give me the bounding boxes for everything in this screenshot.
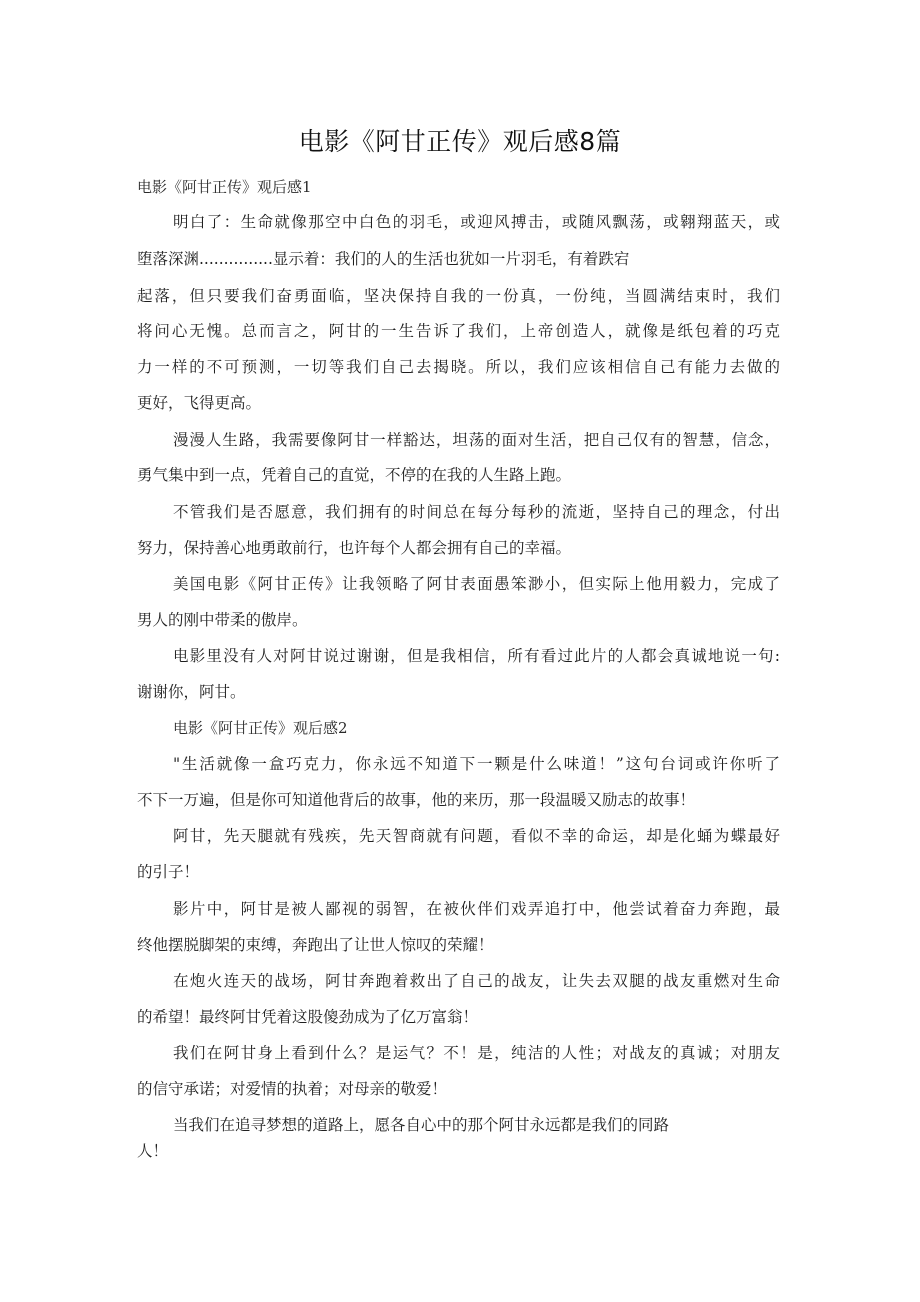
- paragraph-1-line-4: 将问心无愧。总而言之，阿甘的一生告诉了我们，上帝创造人，就像是纸包着的巧克: [137, 322, 780, 340]
- paragraph-11-line-2: 人！: [137, 1142, 169, 1160]
- paragraph-4-line-1: 美国电影《阿甘正传》让我领略了阿甘表面愚笨渺小，但实际上他用毅力，完成了: [173, 575, 780, 593]
- document-title: 电影《阿甘正传》观后感8篇: [298, 127, 622, 156]
- paragraph-1-line-5: 力一样的不可预测，一切等我们自己去揭晓。所以，我们应该相信自己有能力去做的: [137, 358, 780, 376]
- paragraph-7-line-1: 阿甘，先天腿就有残疾，先天智商就有问题，看似不幸的命运，却是化蛹为蝶最好: [173, 827, 780, 845]
- paragraph-5-line-1: 电影里没有人对阿甘说过谢谢，但是我相信，所有看过此片的人都会真诚地说一句:: [173, 647, 780, 665]
- paragraph-1-line-2: 堕落深渊...............显示着：我们的人的生活也犹如一片羽毛，有着跌宕: [137, 250, 630, 268]
- paragraph-1-line-6: 更好，飞得更高。: [137, 394, 262, 412]
- paragraph-3-line-1: 不管我们是否愿意，我们拥有的时间总在每分每秒的流逝，坚持自己的理念，付出: [173, 503, 780, 521]
- paragraph-1-line-1: 明白了：生命就像那空中白色的羽毛，或迎风搏击，或随风飘荡，或翱翔蓝天，或: [173, 213, 780, 231]
- paragraph-2-line-2: 勇气集中到一点，凭着自己的直觉，不停的在我的人生路上跑。: [137, 466, 572, 484]
- paragraph-8-line-2: 终他摆脱脚架的束缚，奔跑出了让世人惊叹的荣耀！: [137, 936, 494, 954]
- paragraph-9-line-1: 在炮火连天的战场，阿甘奔跑着救出了自己的战友，让失去双腿的战友重燃对生命: [173, 972, 780, 990]
- paragraph-9-line-2: 的希望！最终阿甘凭着这股傻劲成为了亿万富翁！: [137, 1008, 479, 1026]
- paragraph-10-line-1: 我们在阿甘身上看到什么？是运气？不！是，纯洁的人性；对战友的真诚；对朋友: [173, 1044, 780, 1062]
- paragraph-5-line-2: 谢谢你，阿甘。: [137, 683, 246, 701]
- section-heading-2: 电影《阿甘正传》观后感2: [173, 719, 348, 737]
- paragraph-3-line-2: 努力，保持善心地勇敢前行，也许每个人都会拥有自己的幸福。: [137, 539, 572, 557]
- paragraph-6-line-2: 不下一万遍，但是你可知道他背后的故事，他的来历，那一段温暖又励志的故事！: [137, 791, 696, 809]
- paragraph-7-line-2: 的引子！: [137, 863, 200, 881]
- paragraph-4-line-2: 男人的刚中带柔的傲岸。: [137, 611, 308, 629]
- paragraph-1-line-3: 起落，但只要我们奋勇面临，坚决保持自我的一份真，一份纯，当圆满结束时，我们: [137, 287, 780, 305]
- paragraph-2-line-1: 漫漫人生路，我需要像阿甘一样豁达，坦荡的面对生活，把自己仅有的智慧，信念，: [173, 431, 780, 449]
- paragraph-8-line-1: 影片中，阿甘是被人鄙视的弱智，在被伙伴们戏弄追打中，他尝试着奋力奔跑，最: [173, 900, 780, 918]
- paragraph-10-line-2: 的信守承诺；对爱情的执着；对母亲的敬爱！: [137, 1080, 448, 1098]
- paragraph-11-line-1: 当我们在追寻梦想的道路上，愿各自心中的那个阿甘永远都是我们的同路: [173, 1116, 670, 1134]
- section-heading-1: 电影《阿甘正传》观后感1: [137, 178, 312, 196]
- paragraph-6-line-1: "生活就像一盒巧克力，你永远不知道下一颗是什么味道！”这句台词或许你听了: [173, 755, 780, 773]
